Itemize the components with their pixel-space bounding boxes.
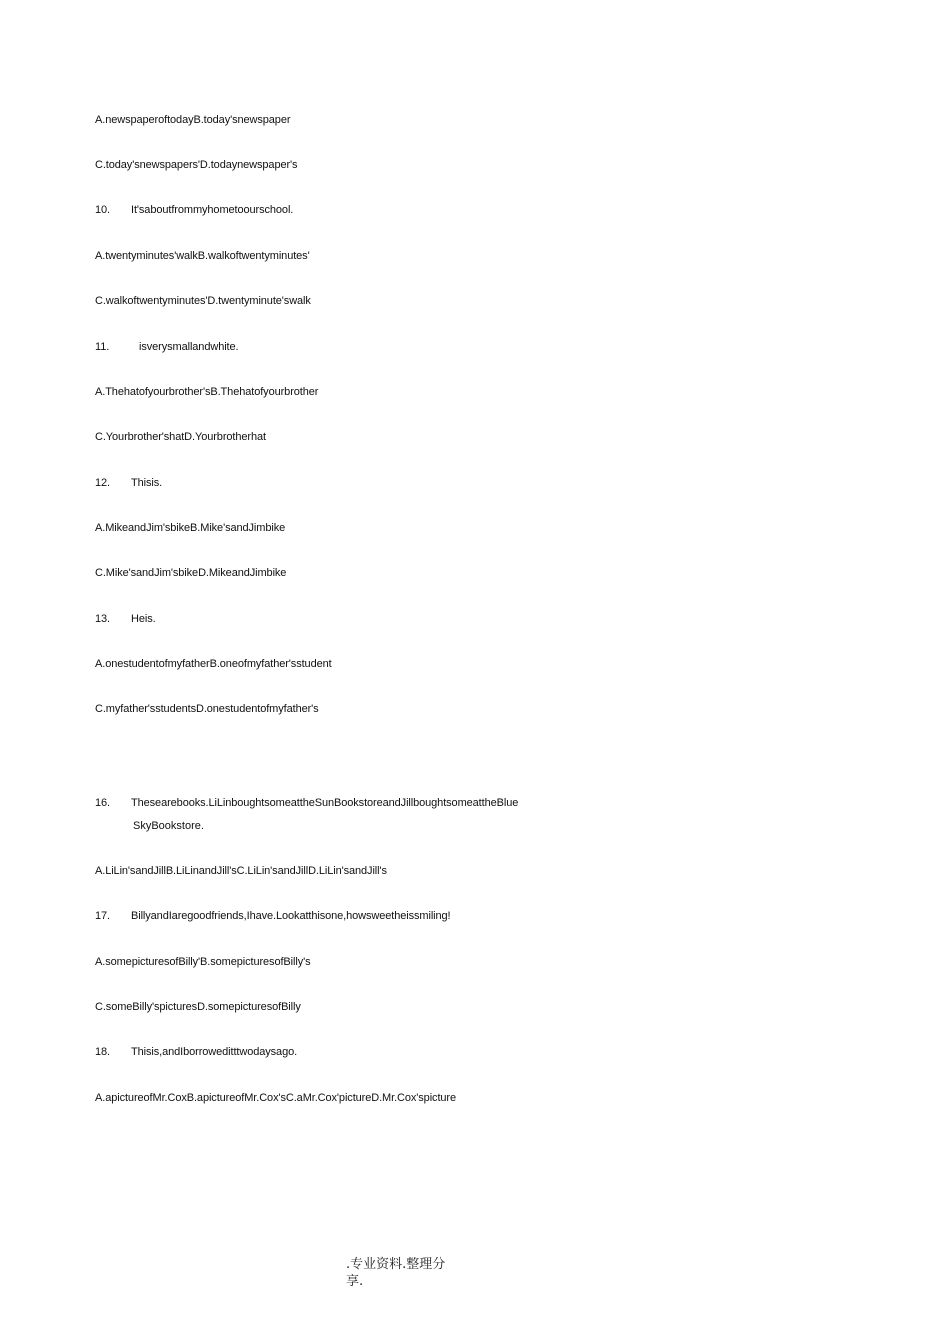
option-line-a: A.newspaperoftodayB.today'snewspaper <box>95 114 291 126</box>
option-line-a: A.twentyminutes'walkB.walkoftwentyminutes' <box>95 250 310 262</box>
option-line-a: A.apictureofMr.CoxB.apictureofMr.Cox'sC.aMr.Cox'pictureD.Mr.Cox'spicture <box>95 1092 456 1104</box>
question-number: 18. <box>95 1046 110 1058</box>
question-text: Thisis,andIborroweditttwodaysago. <box>131 1046 298 1058</box>
question-text: It'saboutfrommyhometoourschool. <box>131 204 294 216</box>
option-line-c: C.someBilly'spicturesD.somepicturesofBilly <box>95 1001 301 1013</box>
question-10 <box>95 203 293 217</box>
question-number: 16. <box>95 797 110 809</box>
question-16 <box>95 796 518 810</box>
option-line-c: C.walkoftwentyminutes'D.twentyminute'swalk <box>95 295 311 307</box>
question-number: 11. <box>95 341 110 353</box>
option-line-c: C.Yourbrother'shatD.Yourbrotherhat <box>95 431 266 443</box>
question-11 <box>95 340 238 354</box>
question-text-continuation: SkyBookstore. <box>133 820 204 832</box>
page-footer: .专业资料.整理分享. <box>346 1257 446 1289</box>
question-text: Thisis. <box>131 477 163 489</box>
question-text: BillyandIaregoodfriends,Ihave.Lookatthisone,howsweetheissmiling! <box>131 910 451 922</box>
option-line-a: A.MikeandJim'sbikeB.Mike'sandJimbike <box>95 522 286 534</box>
option-line-c: C.myfather'sstudentsD.onestudentofmyfather's <box>95 703 319 715</box>
option-line-a: A.onestudentofmyfatherB.oneofmyfather'sstudent <box>95 658 332 670</box>
question-number: 12. <box>95 477 110 489</box>
question-18 <box>95 1045 297 1059</box>
question-text: isverysmallandwhite. <box>139 341 239 353</box>
question-number: 10. <box>95 204 110 216</box>
question-13 <box>95 612 156 626</box>
option-line-a: A.somepicturesofBilly'B.somepicturesofBilly's <box>95 956 311 968</box>
question-number: 17. <box>95 910 110 922</box>
question-12 <box>95 476 162 490</box>
option-line-a: A.Thehatofyourbrother'sB.Thehatofyourbrother <box>95 386 319 398</box>
question-17 <box>95 909 451 923</box>
option-line-c: C.today'snewspapers'D.todaynewspaper's <box>95 159 298 171</box>
question-number: 13. <box>95 613 110 625</box>
question-text: Heis. <box>131 613 156 625</box>
option-line-a: A.LiLin'sandJillB.LiLinandJill'sC.LiLin'sandJillD.LiLin'sandJill's <box>95 865 387 877</box>
question-text: Thesearebooks.LiLinboughtsomeattheSunBookstoreandJillboughtsomeattheBlue <box>131 797 519 809</box>
option-line-c: C.Mike'sandJim'sbikeD.MikeandJimbike <box>95 567 287 579</box>
